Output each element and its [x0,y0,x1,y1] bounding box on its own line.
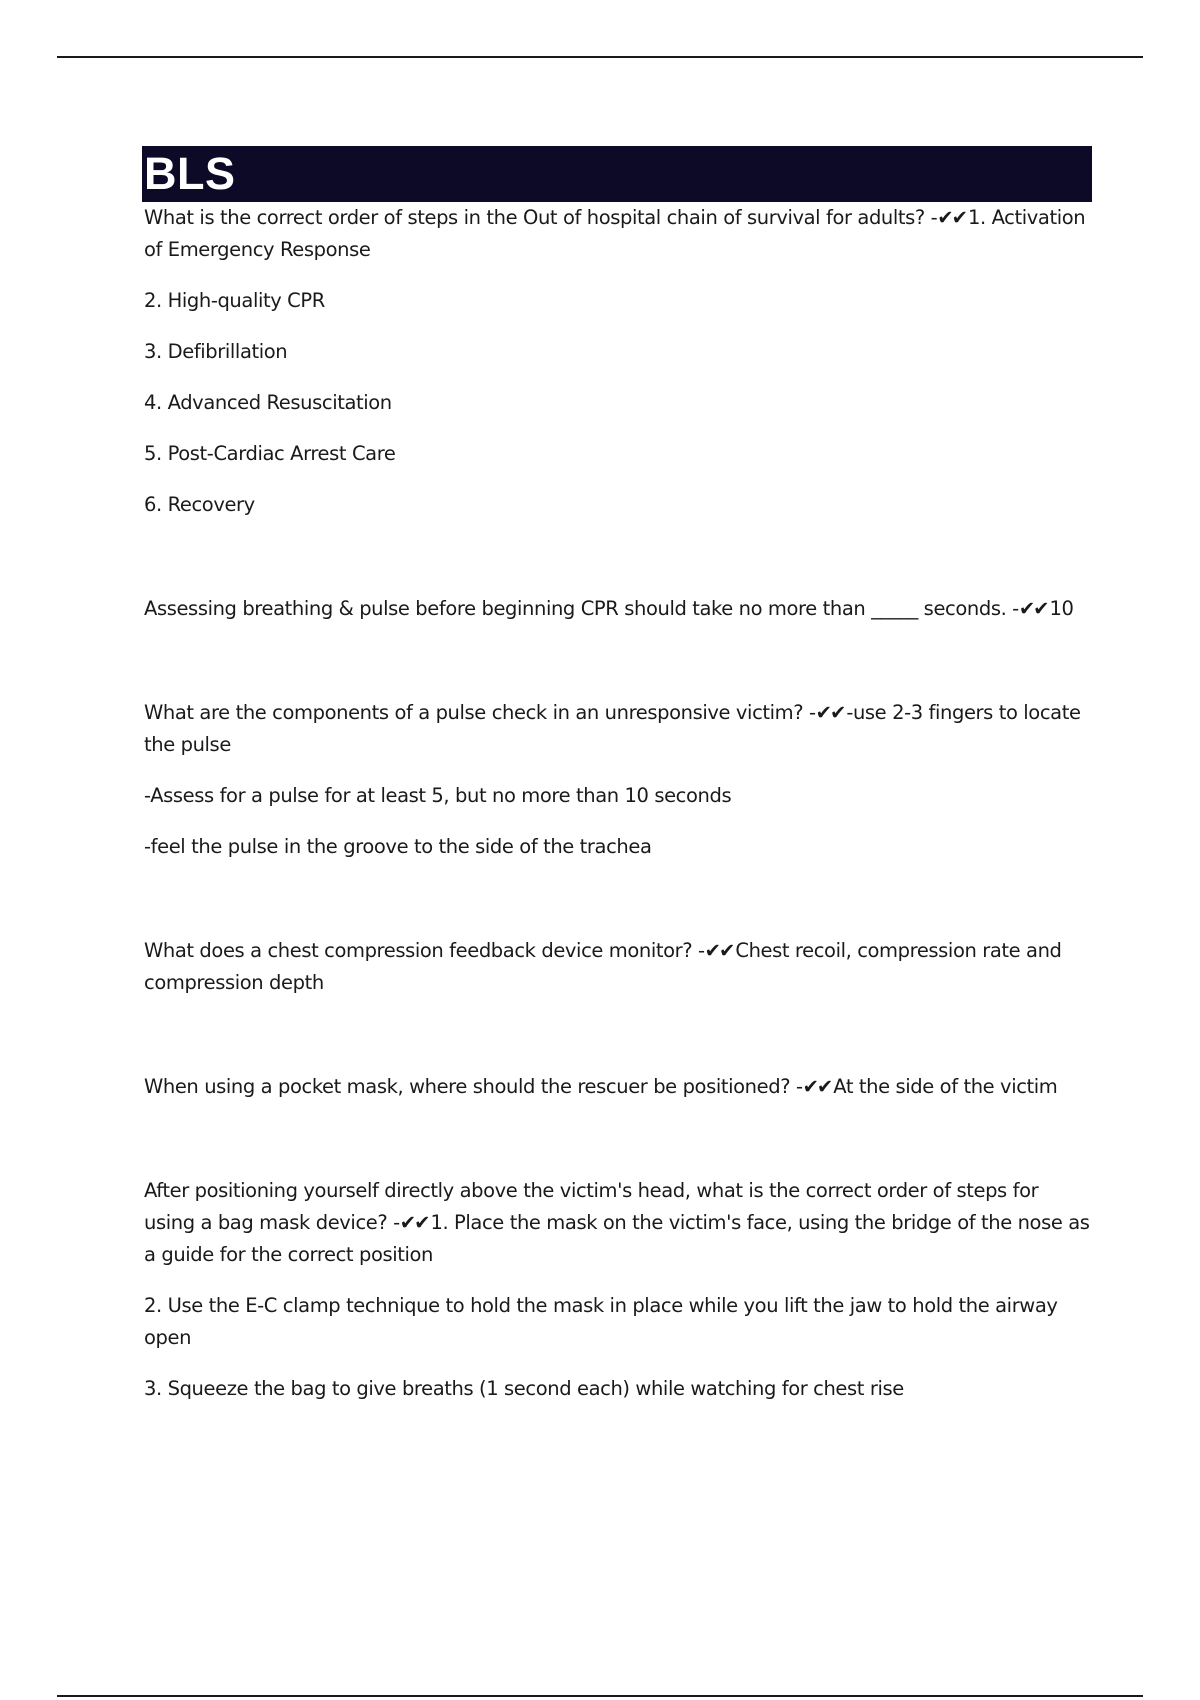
check-icon: ✔✔ [1018,597,1048,620]
check-icon: ✔✔ [937,206,966,229]
question-text: What are the components of a pulse check in an unresponsive victim? -✔✔ -use 2-3 fingers to locate the pulse [144,701,1081,756]
question-text: After positioning yourself directly above the victim's head, what is the correct order of steps for using a bag mask device? -✔✔ 1. Place the mask on the victim's face, using the bridge of the nose as a guide for the correct position [144,1179,1090,1266]
flashcard-6 [144,1175,1094,1405]
answer-line: 3. Squeeze the bag to give breaths (1 second each) while watching for chest rise [144,1377,904,1400]
answer-line: -feel the pulse in the groove to the side of the trachea [144,835,652,858]
page-title: BLS [144,148,236,199]
check-icon: ✔✔ [802,1075,832,1098]
bottom-rule [57,1695,1143,1697]
flashcard-1 [144,202,1094,521]
title-banner [142,146,1092,202]
answer-line: 6. Recovery [144,493,255,516]
flashcard-2 [144,593,1094,625]
check-icon: ✔✔ [704,939,734,962]
question-text: Assessing breathing & pulse before beginning CPR should take no more than _____ seconds. -✔✔ 10 [144,597,1074,620]
answer-line: 5. Post-Cardiac Arrest Care [144,442,396,465]
top-rule [57,56,1143,58]
flashcard-5 [144,1071,1094,1103]
answer-line: 4. Advanced Resuscitation [144,391,392,414]
answer-line: 2. Use the E-C clamp technique to hold the mask in place while you lift the jaw to hold the airway open [144,1294,1058,1349]
check-icon: ✔✔ [399,1211,429,1234]
answer-line: 3. Defibrillation [144,340,288,363]
flashcard-3 [144,697,1094,863]
question-text: What is the correct order of steps in the Out of hospital chain of survival for adults? -✔✔ 1. Activation of Emergency Response [144,206,1086,261]
document-body [144,146,1094,1405]
check-icon: ✔✔ [815,701,845,724]
flashcard-4 [144,935,1094,999]
question-text: When using a pocket mask, where should the rescuer be positioned? -✔✔ At the side of the victim [144,1075,1058,1098]
answer-line: 2. High-quality CPR [144,289,325,312]
question-text: What does a chest compression feedback device monitor? -✔✔ Chest recoil, compression rate and compression depth [144,939,1062,994]
answer-line: -Assess for a pulse for at least 5, but no more than 10 seconds [144,784,732,807]
